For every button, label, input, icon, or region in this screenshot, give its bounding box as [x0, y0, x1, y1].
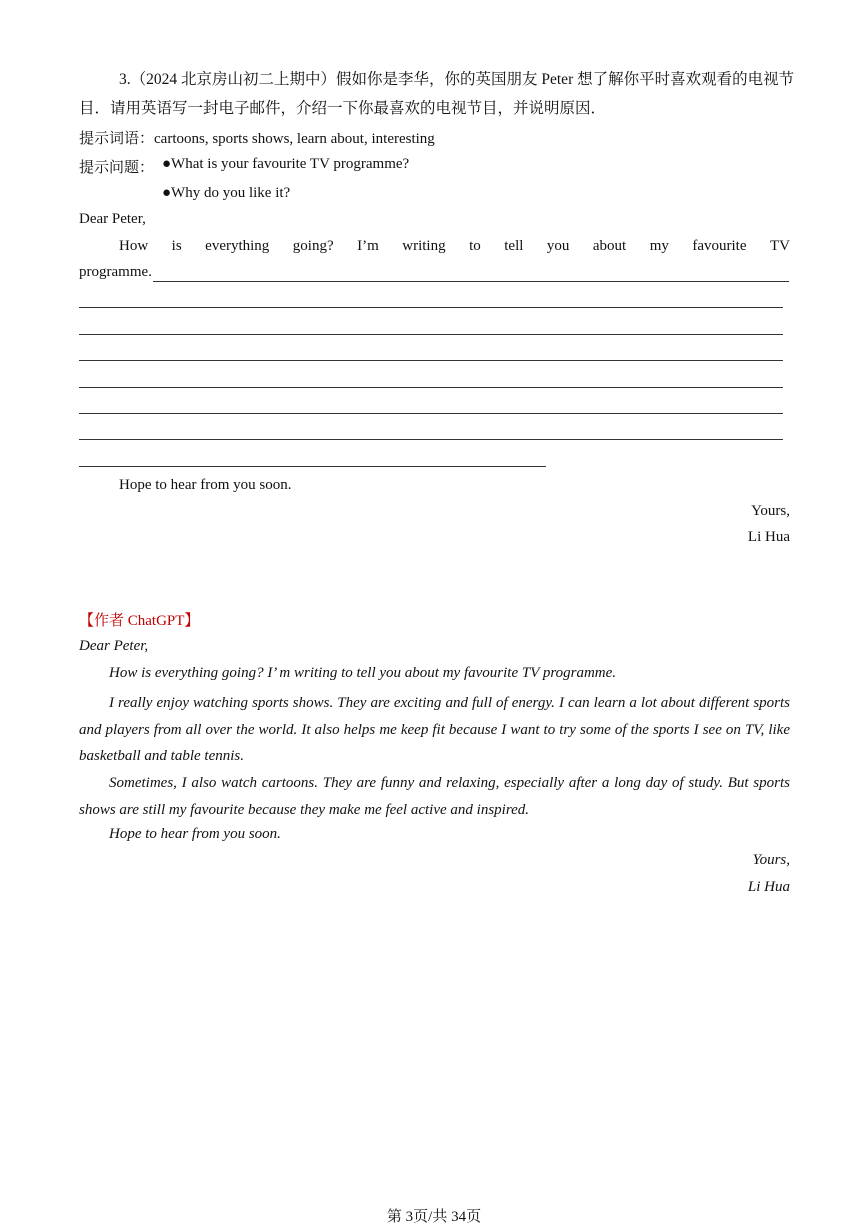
letter-sign-off: Yours,: [751, 503, 790, 519]
letter-opening-line: [119, 238, 790, 255]
opening-word: my: [649, 238, 669, 254]
opening-word: about: [592, 238, 627, 254]
letter-signature: Li Hua: [747, 529, 790, 545]
answer-paragraph-3-text: Sometimes, I also watch cartoons. They are funny and relaxing, especially after a long day of study. But sports shows are still my favourite because they make me feel active and inspired.: [79, 775, 790, 818]
letter-opening-line-2: programme.: [79, 264, 152, 280]
answer-paragraph-1: How is everything going? I’ m writing to tell you about my favourite TV programme.: [109, 665, 617, 681]
hint-words-text: cartoons, sports shows, learn about, interesting: [154, 131, 435, 147]
opening-word: going?: [292, 238, 334, 254]
answer-sign-off: Yours,: [752, 852, 790, 868]
hint-words-label: 提示词语：: [79, 131, 155, 147]
writing-line: [79, 334, 783, 335]
hint-questions-label: 提示问题：: [79, 160, 155, 176]
answer-greeting: Dear Peter,: [79, 638, 149, 654]
page-number: 第 3页/共 34页: [386, 1209, 482, 1225]
opening-word: everything: [205, 238, 270, 254]
opening-word: is: [171, 238, 182, 254]
writing-line: [79, 466, 546, 467]
opening-word: writing: [402, 238, 446, 254]
answer-paragraph-2-text: I really enjoy watching sports shows. They are exciting and full of energy. I can learn a lot about different sports and players from all over the world. It also helps me keep fit because I want to try some of the sports I see on TV, like basketball and table tennis.: [79, 695, 790, 764]
hint-words: [79, 127, 435, 148]
opening-word: TV: [769, 238, 790, 254]
writing-line: [79, 307, 783, 308]
question-line-2: 目．请用英语写一封电子邮件，介绍一下你最喜欢的电视节目，并说明原因．: [79, 100, 607, 117]
opening-word: I’m: [357, 238, 379, 254]
answer-paragraph-3: [79, 770, 790, 823]
opening-word: favourite: [692, 238, 747, 254]
opening-word: you: [546, 238, 570, 254]
opening-word: How: [119, 238, 149, 254]
hint-question-1: ●What is your favourite TV programme?: [162, 156, 410, 172]
opening-word: tell: [504, 238, 524, 254]
letter-greeting: Dear Peter,: [79, 211, 146, 227]
writing-line: [79, 360, 783, 361]
answer-paragraph-2: [79, 690, 790, 770]
hint-question-2: ●Why do you like it?: [162, 185, 291, 201]
opening-word: to: [469, 238, 481, 254]
letter-closing: Hope to hear from you soon.: [119, 477, 292, 493]
answer-signature: Li Hua: [747, 879, 790, 895]
question-line-1: 3.（2024 北京房山初二上期中）假如你是李华，你的英国朋友 Peter 想了解你平时喜欢观看的电视节: [119, 71, 795, 88]
answer-closing: Hope to hear from you soon.: [109, 826, 281, 842]
writing-line: [79, 387, 783, 388]
writing-line: [79, 413, 783, 414]
writing-line: [153, 281, 789, 282]
writing-line: [79, 439, 783, 440]
author-tag: 【作者 ChatGPT】: [79, 613, 200, 629]
